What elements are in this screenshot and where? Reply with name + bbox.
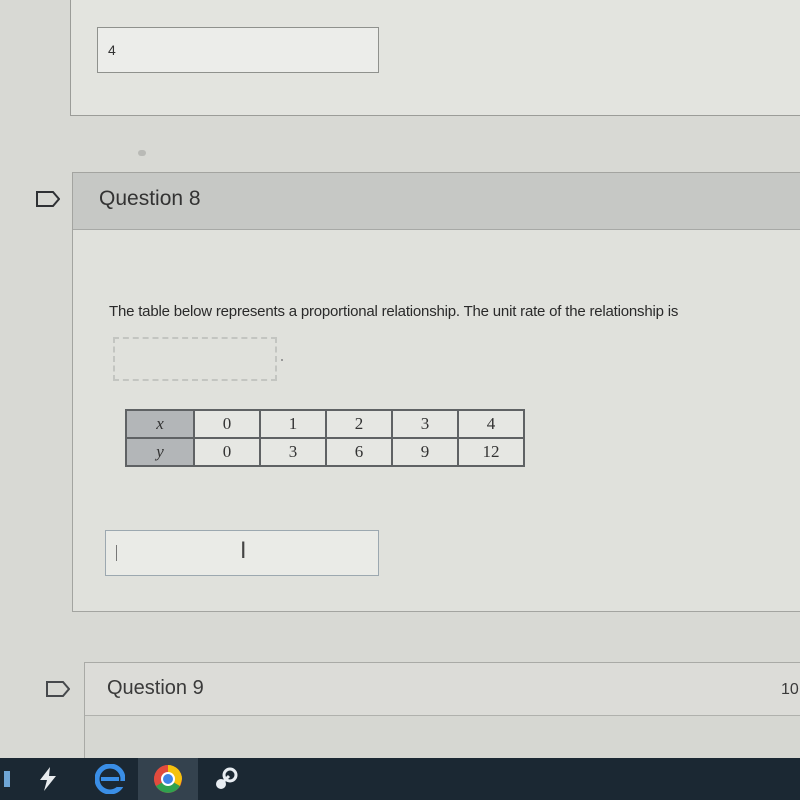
flag-icon[interactable] [36, 191, 60, 207]
edge-browser-icon[interactable] [92, 758, 128, 800]
table-cell: 9 [392, 438, 458, 466]
row-header: x [126, 410, 194, 438]
previous-question-card [70, 0, 800, 116]
table-cell: 2 [326, 410, 392, 438]
question-prompt: The table below represents a proportional relationship. The unit rate of the relationship is [109, 303, 679, 320]
question-title: Question 8 [99, 187, 201, 210]
question-8-card [72, 172, 800, 612]
previous-answer-input[interactable]: 4 [97, 27, 379, 73]
proportional-table [125, 409, 525, 467]
table-cell: 0 [194, 410, 260, 438]
table-row [126, 438, 524, 466]
table-cell: 1 [260, 410, 326, 438]
flag-icon[interactable] [46, 681, 70, 697]
table-cell: 4 [458, 410, 524, 438]
app-icon[interactable] [0, 758, 14, 800]
period [281, 359, 283, 361]
question-header [85, 663, 800, 716]
table-cell: 3 [392, 410, 458, 438]
taskbar [0, 758, 800, 800]
table-cell: 3 [260, 438, 326, 466]
question-title: Question 9 [107, 677, 204, 699]
table-row [126, 410, 524, 438]
answer-blank-box [113, 337, 277, 381]
text-caret [116, 545, 117, 561]
ibeam-cursor-icon: I [240, 539, 247, 564]
lightning-app-icon[interactable] [32, 758, 64, 800]
question-points: 10 [781, 681, 799, 698]
answer-input[interactable] [105, 530, 379, 576]
chrome-browser-icon[interactable] [138, 758, 198, 800]
cursor-mark [138, 150, 146, 156]
table-cell: 12 [458, 438, 524, 466]
steam-icon[interactable] [208, 758, 244, 800]
table-cell: 6 [326, 438, 392, 466]
question-header [73, 173, 800, 230]
table-cell: 0 [194, 438, 260, 466]
row-header: y [126, 438, 194, 466]
